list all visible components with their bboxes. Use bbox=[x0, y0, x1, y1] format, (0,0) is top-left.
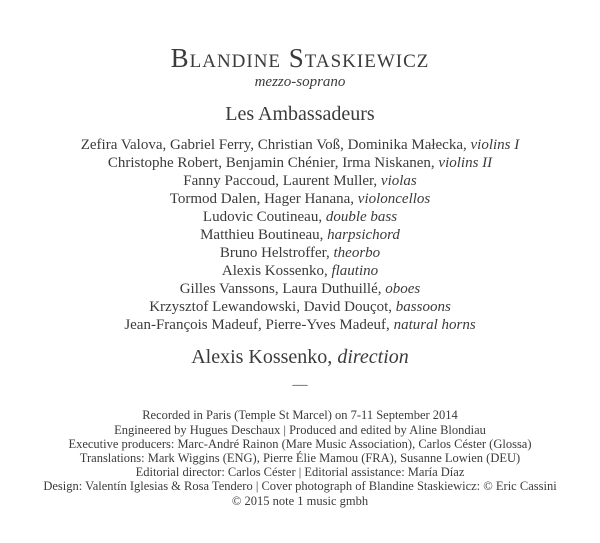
member-names: Zefira Valova, Gabriel Ferry, Christian Voß, Dominika Małecka, bbox=[80, 137, 471, 154]
artist-role: mezzo-soprano bbox=[254, 74, 346, 91]
ensemble-member-line bbox=[0, 208, 600, 226]
member-names: Gilles Vanssons, Laura Duthuillé, bbox=[179, 281, 386, 298]
ensemble-member-line bbox=[0, 190, 600, 208]
member-names: Ludovic Coutineau, bbox=[202, 209, 326, 226]
ensemble-member-line bbox=[0, 298, 600, 316]
member-names: Christophe Robert, Benjamin Chénier, Irma Niskanen, bbox=[107, 155, 439, 172]
ensemble-member-line bbox=[0, 316, 600, 334]
member-instrument: harpsichord bbox=[327, 227, 400, 244]
member-instrument: violoncellos bbox=[357, 191, 431, 208]
director-role: direction bbox=[337, 346, 409, 369]
member-names: Alexis Kossenko, bbox=[221, 263, 332, 280]
credit-line: Recorded in Paris (Temple St Marcel) on 7-11 September 2014 bbox=[142, 408, 458, 423]
ensemble-member-line bbox=[0, 280, 600, 298]
credit-line: Executive producers: Marc-André Rainon (Mare Music Association), Carlos Céster (Glossa) bbox=[68, 436, 532, 451]
credit-line: © 2015 note 1 music gmbh bbox=[231, 493, 369, 508]
credit-line: Translations: Mark Wiggins (ENG), Pierre Élie Mamou (FRA), Susanne Lowien (DEU) bbox=[79, 450, 521, 465]
member-instrument: double bass bbox=[325, 209, 398, 226]
ensemble-member-line bbox=[0, 136, 600, 154]
credit-line: Editorial director: Carlos Céster | Editorial assistance: María Díaz bbox=[135, 465, 465, 480]
member-instrument: violins II bbox=[438, 155, 493, 172]
ensemble-member-line bbox=[0, 244, 600, 262]
member-names: Jean-François Madeuf, Pierre-Yves Madeuf, bbox=[124, 317, 394, 334]
member-names: Krzysztof Lewandowski, David Douçot, bbox=[149, 299, 396, 316]
ensemble-member-line bbox=[0, 226, 600, 244]
ensemble-member-line bbox=[0, 262, 600, 280]
member-instrument: natural horns bbox=[393, 317, 476, 334]
director-name: Alexis Kossenko, bbox=[191, 346, 338, 369]
member-instrument: violas bbox=[380, 173, 417, 190]
member-instrument: theorbo bbox=[333, 245, 381, 262]
member-names: Fanny Paccoud, Laurent Muller, bbox=[183, 173, 381, 190]
member-instrument: flautino bbox=[331, 263, 379, 280]
member-instrument: oboes bbox=[385, 281, 421, 298]
member-names: Bruno Helstroffer, bbox=[219, 245, 334, 262]
ensemble-member-line bbox=[0, 172, 600, 190]
ensemble-name: Les Ambassadeurs bbox=[225, 103, 375, 126]
credits-block bbox=[0, 408, 600, 507]
member-instrument: bassoons bbox=[395, 299, 451, 316]
member-names: Tormod Dalen, Hager Hanana, bbox=[169, 191, 358, 208]
ensemble-members bbox=[0, 136, 600, 334]
member-instrument: violins I bbox=[470, 137, 520, 154]
artist-name: Blandine Staskiewicz bbox=[170, 43, 430, 73]
member-names: Matthieu Boutineau, bbox=[200, 227, 328, 244]
ensemble-member-line bbox=[0, 154, 600, 172]
director-line bbox=[0, 346, 600, 369]
section-divider-dash: — bbox=[292, 377, 308, 394]
credit-line: Engineered by Hugues Deschaux | Produced and edited by Aline Blondiau bbox=[114, 422, 486, 437]
credit-line: Design: Valentín Iglesias & Rosa Tendero | Cover photograph of Blandine Staskiewicz: © Eric Cassini bbox=[43, 479, 557, 494]
